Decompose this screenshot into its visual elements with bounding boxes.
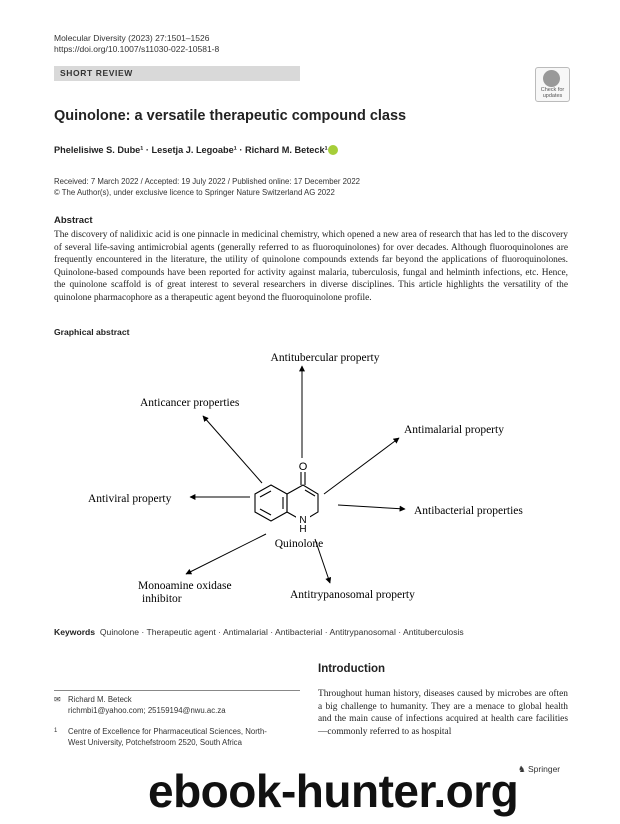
abstract-text: The discovery of nalidixic acid is one pinnacle in medicinal chemistry, which opened a new area of research that has led to the discovery of several life-saving antimicrobial agents (generally referred to as fluoroquinolones) for over decades. Although fluoroquinolones are frequently encountered in the literature, the utility of quinolone compounds extends far beyond the applications of fluoroquinolones. Quinolone-based compounds have been reported for activity against malaria, tuberculosis, fungal and helminth infections, etc. Hence, the quinolone scaffold is of great interest to several researchers in diverse disciplines. This article highlights the versatility of the quinolone pharmacophore as a therapeutic agent beyond the fluoroquinolone profile.	[54, 230, 568, 303]
envelope-icon: ✉	[54, 695, 61, 704]
affiliation-line1: Centre of Excellence for Pharmaceutical Sciences, North-	[68, 727, 267, 736]
label-antitrypanosomal: Antitrypanosomal property	[290, 589, 415, 601]
label-antitubercular: Antitubercular property	[270, 352, 380, 364]
doi-link[interactable]: https://doi.org/10.1007/s11030-022-10581-8	[54, 44, 220, 54]
affiliation-number: 1	[54, 728, 58, 734]
correspondence-name: Richard M. Beteck	[68, 695, 132, 704]
label-mao-line1: Monoamine oxidase	[138, 580, 232, 592]
graphical-abstract-heading: Graphical abstract	[54, 327, 130, 337]
graphical-abstract-figure	[0, 340, 620, 620]
atom-n: N	[299, 515, 307, 526]
springer-logo	[518, 764, 560, 775]
author-list: Phelelisiwe S. Dube¹ · Lesetja J. Legoabe¹ · Richard M. Beteck¹	[54, 145, 328, 155]
received-accepted-dates: Received: 7 March 2022 / Accepted: 19 July 2022 / Published online: 17 December 2022	[54, 177, 361, 186]
label-antimalarial: Antimalarial property	[404, 424, 504, 436]
keywords-line	[54, 627, 574, 637]
keywords-text: Quinolone · Therapeutic agent · Antimalarial · Antibacterial · Antitrypanosomal · Antituberculosis	[99, 627, 464, 637]
introduction-text: Throughout human history, diseases caused by microbes are often a big challenge to humanity. They are a menace to global health and the main cause of infections acquired at health care facilities—commonly referred to as hospital	[318, 689, 568, 737]
publication-dates	[54, 177, 454, 198]
atom-h: H	[299, 524, 307, 535]
label-anticancer: Anticancer properties	[140, 397, 240, 409]
quinolone-structure	[255, 472, 318, 521]
affiliation-line2: West University, Potchefstroom 2520, South Africa	[68, 738, 242, 747]
springer-horse-icon: ♞	[518, 764, 526, 774]
introduction-heading: Introduction	[318, 663, 386, 675]
correspondence-email[interactable]: richmbi1@yahoo.com; 25159194@nwu.ac.za	[68, 706, 226, 715]
quinolone-label: Quinolone	[274, 538, 324, 550]
keywords-label: Keywords	[54, 627, 96, 637]
arrow-mao	[186, 534, 266, 574]
check-updates-icon	[543, 70, 560, 87]
footnote-divider	[54, 690, 300, 691]
arrow-antimalarial	[324, 438, 399, 494]
article-title: Quinolone: a versatile therapeutic compound class	[54, 108, 407, 124]
orcid-icon[interactable]	[328, 145, 338, 155]
label-antibacterial: Antibacterial properties	[414, 505, 523, 517]
atom-o: O	[298, 461, 308, 473]
arrow-antibacterial	[338, 505, 405, 509]
label-mao-line2: inhibitor	[142, 593, 182, 605]
copyright-line: © The Author(s), under exclusive licence to Springer Nature Switzerland AG 2022	[54, 187, 335, 197]
arrow-anticancer	[203, 416, 262, 483]
abstract-heading: Abstract	[54, 215, 93, 226]
section-label: SHORT REVIEW	[60, 68, 133, 78]
watermark: ebook-hunter.org	[148, 765, 519, 817]
check-updates-text: Check for updates	[540, 87, 565, 99]
label-antiviral: Antiviral property	[88, 493, 172, 505]
springer-text: Springer	[528, 764, 561, 774]
journal-citation: Molecular Diversity (2023) 27:1501–1526	[54, 33, 210, 43]
